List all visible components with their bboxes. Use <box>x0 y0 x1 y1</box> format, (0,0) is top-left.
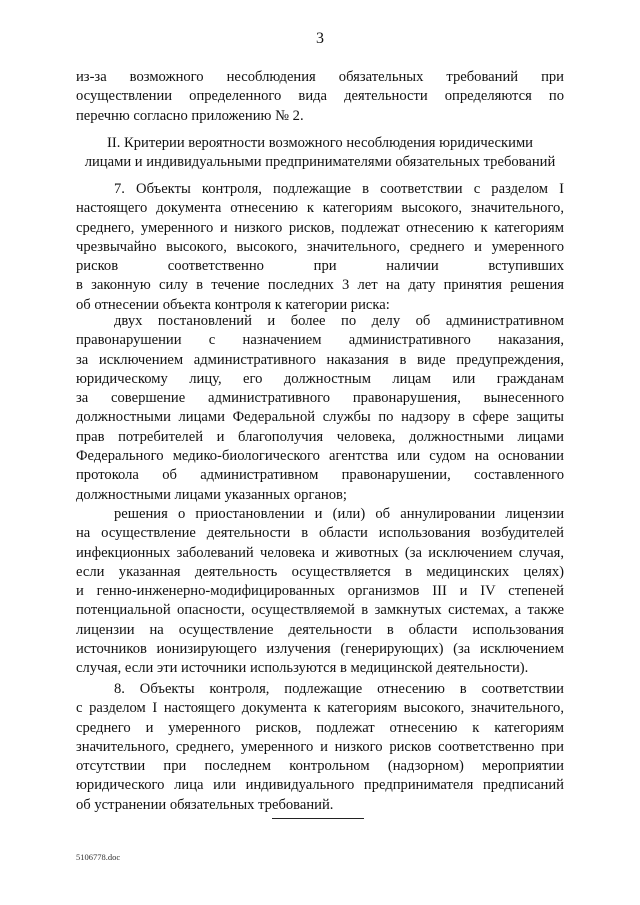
section-heading-line: лицами и индивидуальными предпринимателями обязательных требований <box>84 154 556 171</box>
clause-a-line: прав потребителей и благополучия человека, должностными лицами <box>76 428 564 445</box>
clause-b-line: решения о приостановлении и (или) об аннулировании лицензии <box>114 506 564 522</box>
end-divider <box>272 818 364 819</box>
item-7-paragraph <box>76 180 564 315</box>
clause-a-line: протокола об административном правонарушении, составленного <box>76 467 564 484</box>
item-8-line: юридического лица или индивидуального предпринимателя предписаний <box>76 777 564 794</box>
clause-a-paragraph <box>76 312 564 505</box>
item-8-line: отсутствии при последнем контрольном (надзорном) мероприятии <box>76 758 564 775</box>
clause-b-line: источников ионизирующего излучения (генерирующих) (за исключением <box>76 641 564 658</box>
clause-b-line: инфекционных заболеваний человека и животных (за исключением случая, <box>76 544 564 561</box>
clause-a-line: юридическому лицу, его должностным лицам или гражданам <box>76 370 564 387</box>
item-7-line: об отнесении объекта контроля к категории риска: <box>76 296 390 313</box>
clause-b-line: потенциальной опасности, осуществляемой в замкнутых системах, а также <box>76 602 564 619</box>
item-8-line: среднего и умеренного рисков, подлежат отнесению к категориям <box>76 719 564 736</box>
clause-b-line: и генно-инженерно-модифицированных организмов III и IV степеней <box>76 583 564 600</box>
intro-line: осуществлении определенного вида деятельности определяются по <box>76 88 564 105</box>
clause-b-line: на осуществление деятельности в области использования возбудителей <box>76 525 564 542</box>
item-7-line: в законную силу в течение последних 3 лет на дату принятия решения <box>76 277 564 294</box>
clause-b-line: если указанная деятельность осуществляется в медицинских целях) <box>76 563 564 580</box>
clause-b-line: случая, если эти источники используются в медицинской деятельности). <box>76 660 529 677</box>
item-7-line: рисков соответственно при наличии вступивших <box>76 258 564 275</box>
clause-a-line: должностными лицами указанных органов; <box>76 486 347 503</box>
item-7-line: среднего, умеренного и низкого рисков, подлежат отнесению к категориям <box>76 219 564 236</box>
item-8-line: об устранении обязательных требований. <box>76 796 334 813</box>
page-number: 3 <box>316 30 324 47</box>
item-8-line: 8. Объекты контроля, подлежащие отнесению в соответствии <box>114 681 564 697</box>
clause-a-line: правонарушении с назначением административного наказания, <box>76 332 564 349</box>
section-heading <box>76 134 564 173</box>
footer-document-code: 5106778.doc <box>76 852 121 862</box>
clause-a-line: Федерального медико-биологического агентства или судом на основании <box>76 448 564 465</box>
item-7-line: 7. Объекты контроля, подлежащие в соответствии с разделом I <box>114 181 564 197</box>
clause-a-line: двух постановлений и более по делу об административном <box>114 313 564 329</box>
clause-b-paragraph <box>76 505 564 679</box>
intro-line: перечню согласно приложению № 2. <box>76 107 304 124</box>
intro-paragraph <box>76 68 564 126</box>
item-8-line: с разделом I настоящего документа к категориям высокого, значительного, <box>76 700 564 717</box>
clause-a-line: за совершение административного правонарушения, вынесенного <box>76 390 564 407</box>
item-8-line: значительного, среднего, умеренного и низкого рисков соответственно при <box>76 738 564 755</box>
item-7-line: настоящего документа отнесению к категориям высокого, значительного, <box>76 200 564 217</box>
section-heading-line: II. Критерии вероятности возможного несоблюдения юридическими <box>107 135 533 151</box>
clause-a-line: должностными лицами Федеральной службы по надзору в сфере защиты <box>76 409 564 426</box>
clause-b-line: лицензии на осуществление деятельности в области использования <box>76 621 564 638</box>
item-7-line: чрезвычайно высокого, высокого, значительного, среднего и умеренного <box>76 238 564 255</box>
intro-line: из-за возможного несоблюдения обязательных требований при <box>76 69 564 85</box>
item-8-paragraph <box>76 680 564 815</box>
clause-a-line: за исключением административного наказания в виде предупреждения, <box>76 351 564 368</box>
